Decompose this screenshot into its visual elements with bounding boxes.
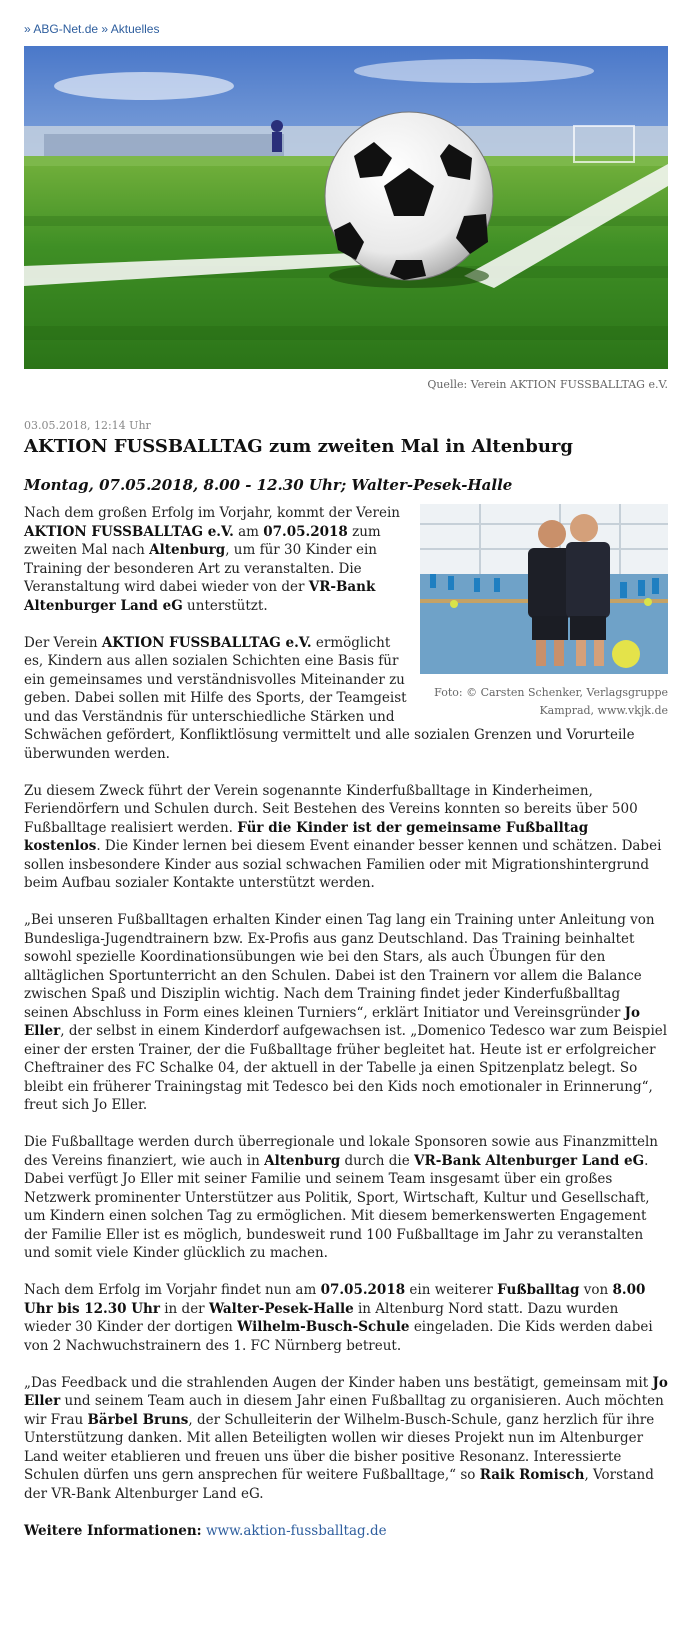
text: Der Verein [24,634,102,651]
article-figure [420,504,668,720]
text: „Das Feedback und die strahlenden Augen der Kinder haben uns bestätigt, gemeinsam mit [24,1374,653,1391]
highlight: 07.05.2018 [320,1282,406,1298]
breadcrumb-link-aktuelles[interactable]: Aktuelles [110,22,160,36]
highlight: VR-Bank Altenburger Land eG [414,1152,645,1169]
hero-image [24,46,668,369]
highlight: Jo Eller [24,1004,641,1039]
highlight: VR-Bank Altenburger Land eG [24,579,376,614]
text: , um für 30 Kinder ein Training der besonderen Art zu veranstalten. Die Veranstaltung wird dabei wieder von der [24,542,377,595]
highlight: 07.05.2018 [263,523,348,540]
soccer-ball-icon [24,46,668,369]
highlight: Altenburg [149,542,226,558]
text: . Die Kinder lernen bei diesem Event einander besser kennen und schätzen. Dabei sollen insbesondere Kinder aus sozial schwachen Familien oder mit Migrationshintergrund beim Aufbau sozialer Kontakte unterstützt werden. [24,838,662,891]
article-title: AKTION FUSSBALLTAG zum zweiten Mal in Altenburg [24,436,573,457]
paragraph-6 [24,1281,668,1355]
more-info-label: Weitere Informationen: [24,1522,202,1539]
highlight: Für die Kinder ist der gemeinsame Fußballtag kostenlos [24,819,589,854]
text: durch die [340,1152,415,1169]
text: , Vorstand der VR-Bank Altenburger Land eG. [24,1467,654,1502]
text: am [233,523,264,540]
text: ermöglicht es, Kindern aus allen sozialen Schichten eine Basis für ein gemeinsames und verständnisvolles Miteinander zu geben. Dabei sollen mit Hilfe des Sports, der Teamgeist und das Verständnis für unterschiedliche Stärken und Schwächen gefördert, Konfliktlösung vermittelt und alle sozialen Grenzen und Vorurteile überwunden werden. [24,634,635,762]
highlight: Wilhelm-Busch-Schule [237,1319,410,1335]
highlight: Bärbel Bruns [87,1411,189,1428]
text: Nach dem Erfolg im Vorjahr findet nun am [24,1282,321,1298]
paragraph-3 [24,782,668,893]
hero-caption: Quelle: Verein AKTION FUSSBALLTAG e.V. [427,378,668,391]
highlight: Jo Eller [24,1374,668,1409]
breadcrumb-separator: » [24,22,31,36]
text: zum zweiten Mal nach [24,523,381,558]
text: „Bei unseren Fußballtagen erhalten Kinder einen Tag lang ein Training unter Anleitung von Bundesliga-Jugendtrainern bzw. Ex-Profis aus ganz Deutschland. Das Training beinhaltet sowohl spezielle Koordinationsübungen wie bei den Stars, als auch Übungen für den alltäglichen Sportunterricht an den Schulen. Dabei ist den Trainern vor allem die Balance zwischen Spaß und Disziplin wichtig. Nach dem Training findet jeder Kinderfußballtag seinen Abschluss in Form eines kleinen Turniers“, erklärt Initiator und Vereinsgründer [24,912,655,1021]
text: Nach dem großen Erfolg im Vorjahr, kommt der Verein [24,505,400,521]
highlight: Raik Romisch [479,1467,585,1483]
text: , der Schulleiterin der Wilhelm-Busch-Schule, ganz herzlich für ihre Unterstützung danken. Mit allen Beteiligten wollen wir dieses Projekt nun im Altenburger Land weiter etablieren und freuen uns über die bisher positive Resonanz. Interessierte Schulen dürfen uns gern ansprechen für weitere Fußballtage,“ so [24,1411,655,1483]
text: von [579,1282,613,1298]
kids-photo-icon [420,504,668,674]
more-info [24,1522,668,1541]
highlight: AKTION FUSSBALLTAG e.V. [101,634,312,651]
text: ein weiterer [405,1282,498,1298]
highlight: Fußballtag [497,1282,580,1298]
article-body [24,504,668,1559]
text: , der selbst in einem Kinderdorf aufgewachsen ist. „Domenico Tedesco war zum Beispiel einer der ersten Trainer, der die Fußballtage früher begleitet hat. Heute ist er erfolgreicher Cheftrainer des FC Schalke 04, der aktuell in der Tabelle ja einen Spitzenplatz belegt. So bleibt ein früherer Trainingstag mit Tedesco bei den Kids noch emotionaler in Erinnerung“, freut sich Jo Eller. [24,1023,668,1113]
highlight: 8.00 Uhr bis 12.30 Uhr [24,1282,646,1317]
paragraph-7 [24,1374,668,1504]
figure-caption: Foto: © Carsten Schenker, Verlagsgruppe Kamprad, www.vkjk.de [434,685,668,717]
text: in Altenburg Nord statt. Dazu wurden wieder 30 Kinder der dortigen [24,1300,619,1335]
more-info-link[interactable]: www.aktion-fussballtag.de [205,1522,387,1539]
breadcrumb-link-home[interactable]: ABG-Net.de [33,22,99,36]
text: Zu diesem Zweck führt der Verein sogenannte Kinderfußballtage in Kinderheimen, Feriendörfern und Schulen durch. Seit Bestehen des Vereins konnten so bereits über 500 Fußballtage realisiert werden. [24,782,638,836]
text: und seinem Team auch in diesem Jahr einen Fußballtag zu organisieren. Auch möchten wir Frau [24,1393,664,1428]
breadcrumb [24,22,159,36]
paragraph-4 [24,911,668,1115]
text: Die Fußballtage werden durch überregionale und lokale Sponsoren sowie aus Finanzmitteln des Vereins finanziert, wie auch in [24,1134,658,1169]
breadcrumb-separator: » [101,22,109,36]
text: in der [159,1300,209,1317]
text: . Dabei verfügt Jo Eller mit seiner Familie und seinem Team insgesamt über ein großes Netzwerk prominenter Unterstützer aus Politik, Sport, Wirtschaft, Kultur und Gesellschaft, um Kindern einen solchen Tag zu ermöglichen. Mit diesem bemerkenswerten Engagement der Familie Eller ist es möglich, bundesweit rund 100 Fußballtage im Jahr zu veranstalten und somit viele Kinder glücklich zu machen. [24,1152,650,1261]
paragraph-5 [24,1133,668,1263]
text: unterstützt. [182,597,268,614]
text: eingeladen. Die Kids werden dabei von 2 Nachwuchstrainern des 1. FC Nürnberg betreut. [24,1319,653,1354]
article-date: 03.05.2018, 12:14 Uhr [24,419,151,432]
highlight: Altenburg [264,1152,341,1169]
highlight: AKTION FUSSBALLTAG e.V. [24,523,234,540]
article-subtitle: Montag, 07.05.2018, 8.00 - 12.30 Uhr; Walter-Pesek-Halle [24,476,513,494]
highlight: Walter-Pesek-Halle [208,1300,354,1317]
